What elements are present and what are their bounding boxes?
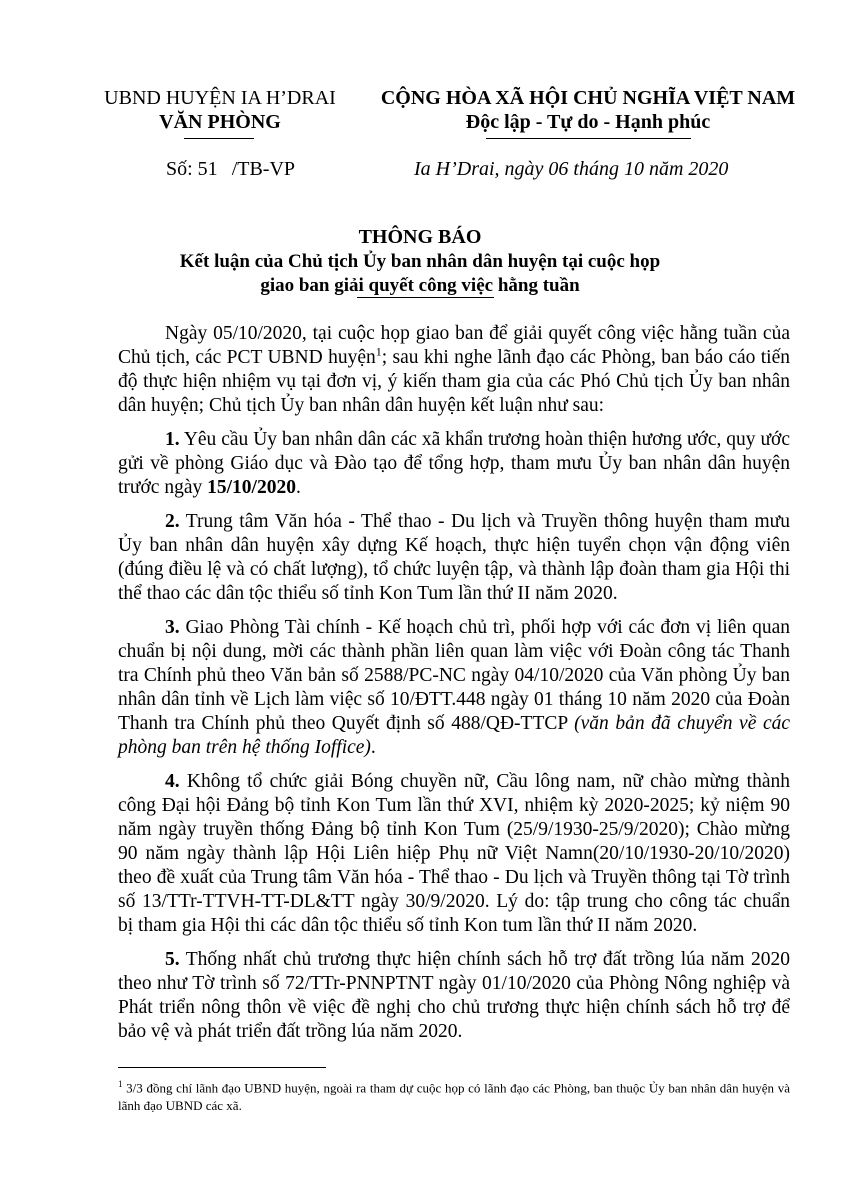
item-1-deadline: 15/10/2020 xyxy=(207,477,296,498)
title-underline xyxy=(357,297,494,298)
item-5-text: Thống nhất chủ trương thực hiện chính sách hỗ trợ đất trồng lúa năm 2020 theo như Tờ trình số 72/TTr-PNNPTNT ngày 01/10/2020 của Phòng Nông nghiệp và Phát triển nông thôn về việc đề nghị cho chủ trương thực hiện chính sách hỗ trợ để bảo vệ và phát triển đất trồng lúa năm 2020. xyxy=(118,949,790,1042)
item-3-end: . xyxy=(370,737,376,758)
footnote-separator xyxy=(118,1067,326,1068)
item-4 xyxy=(118,770,790,938)
item-2-number: 2. xyxy=(165,511,180,532)
item-5-number: 5. xyxy=(165,949,180,970)
item-4-text: Không tổ chức giải Bóng chuyền nữ, Cầu lông nam, nữ chào mừng thành công Đại hội Đảng bộ tỉnh Kon Tum lần thứ XVI, nhiệm kỳ 2020-2025; kỷ niệm 90 năm ngày truyền thống Đảng bộ tỉnh Kon Tum (25/9/1930-25/9/2020); Chào mừng 90 năm ngày thành lập Hội Liên hiệp Phụ nữ Việt Namn(20/10/1930-20/10/2020) theo đề xuất của Trung tâm Văn hóa - Thể thao - Du lịch và Truyền thông tại Tờ trình số 13/TTr-TTVH-TT-DL&TT ngày 30/9/2020. Lý do: tập trung cho công tác chuẩn bị tham gia Hội thi các dân tộc thiểu số tỉnh Kon tum lần thứ II năm 2020. xyxy=(118,771,790,936)
item-3-number: 3. xyxy=(165,617,180,638)
department-name: VĂN PHÒNG xyxy=(159,111,281,133)
footnote-text: 3/3 đồng chí lãnh đạo UBND huyện, ngoài ra tham dự cuộc họp có lãnh đạo các Phòng, ban thuộc Ủy ban nhân dân huyện và lãnh đạo UBND các xã. xyxy=(118,1080,790,1114)
intro-text: Ngày 05/10/2020, tại cuộc họp giao ban để giải quyết công việc hằng tuần của Chủ tịch, các PCT UBND huyện xyxy=(118,323,790,368)
item-1-number: 1. xyxy=(165,429,180,450)
nation-name: CỘNG HÒA XÃ HỘI CHỦ NGHĨA VIỆT NAM xyxy=(380,87,796,109)
document-subtitle-line2: giao ban giải quyết công việc hằng tuần xyxy=(260,275,580,296)
item-5 xyxy=(118,948,790,1044)
national-motto: Độc lập - Tự do - Hạnh phúc xyxy=(465,111,711,133)
footnote-mark: 1 xyxy=(118,1079,123,1089)
item-1-text: Yêu cầu Ủy ban nhân dân các xã khẩn trương hoàn thiện hương ước, quy ước gửi về phòng Giáo dục và Đào tạo để tổng hợp, tham mưu Ủy ban nhân dân huyện trước ngày xyxy=(118,429,790,498)
item-2-text: Trung tâm Văn hóa - Thể thao - Du lịch và Truyền thông huyện tham mưu Ủy ban nhân dân huyện xây dựng Kế hoạch, thực hiện tuyển chọn vận động viên (đúng điều lệ và có chất lượng), tổ chức luyện tập, và thành lập đoàn tham gia Hội thi thể thao các dân tộc thiểu số tỉnh Kon Tum lần thứ II năm 2020. xyxy=(118,511,790,604)
intro-paragraph xyxy=(118,322,790,418)
document-number-label: Số: 51 xyxy=(166,158,218,180)
document-body xyxy=(118,322,790,1054)
item-3-text: Giao Phòng Tài chính - Kế hoạch chủ trì, phối hợp với các đơn vị liên quan chuẩn bị nội dung, mời các thành phần liên quan làm việc với Đoàn công tác Thanh tra Chính phủ theo Văn bản số 2588/PC-NC ngày 04/10/2020 của Văn phòng Ủy ban nhân dân tỉnh về Lịch làm việc số 10/ĐTT.448 ngày 01 tháng 10 năm 2020 của Đoàn Thanh tra Chính phủ theo Quyết định số 488/QĐ-TTCP xyxy=(118,617,790,734)
national-heading xyxy=(358,86,818,134)
document-title: THÔNG BÁO xyxy=(358,226,482,248)
motto-underline xyxy=(486,138,691,139)
footnote xyxy=(118,1075,790,1115)
issuing-agency xyxy=(100,86,340,134)
intro-text-cont: ; sau khi nghe lãnh đạo các Phòng, ban báo cáo tiến độ thực hiện nhiệm vụ tại đơn vị, ý kiến tham gia của các Phó Chủ tịch Ủy ban nhân dân huyện; Chủ tịch Ủy ban nhân dân huyện kết luận như sau: xyxy=(118,347,790,416)
item-1-end: . xyxy=(295,477,301,498)
item-3 xyxy=(118,616,790,760)
document-number-suffix: /TB-VP xyxy=(231,158,296,180)
document-date: Ia H’Drai, ngày 06 tháng 10 năm 2020 xyxy=(414,158,729,180)
document-title-block xyxy=(110,224,730,298)
agency-name: UBND HUYỆN IA H’DRAI xyxy=(104,87,336,109)
item-3-note: (văn bản đã chuyển về các phòng ban trên hệ thống Ioffice) xyxy=(118,713,791,758)
item-4-number: 4. xyxy=(165,771,180,792)
item-2 xyxy=(118,510,790,606)
footnote-ref: 1 xyxy=(375,344,382,359)
item-1 xyxy=(118,428,790,500)
document-number xyxy=(166,158,295,181)
agency-underline xyxy=(184,138,254,139)
document-subtitle-line1: Kết luận của Chủ tịch Ủy ban nhân dân huyện tại cuộc họp xyxy=(179,251,661,272)
